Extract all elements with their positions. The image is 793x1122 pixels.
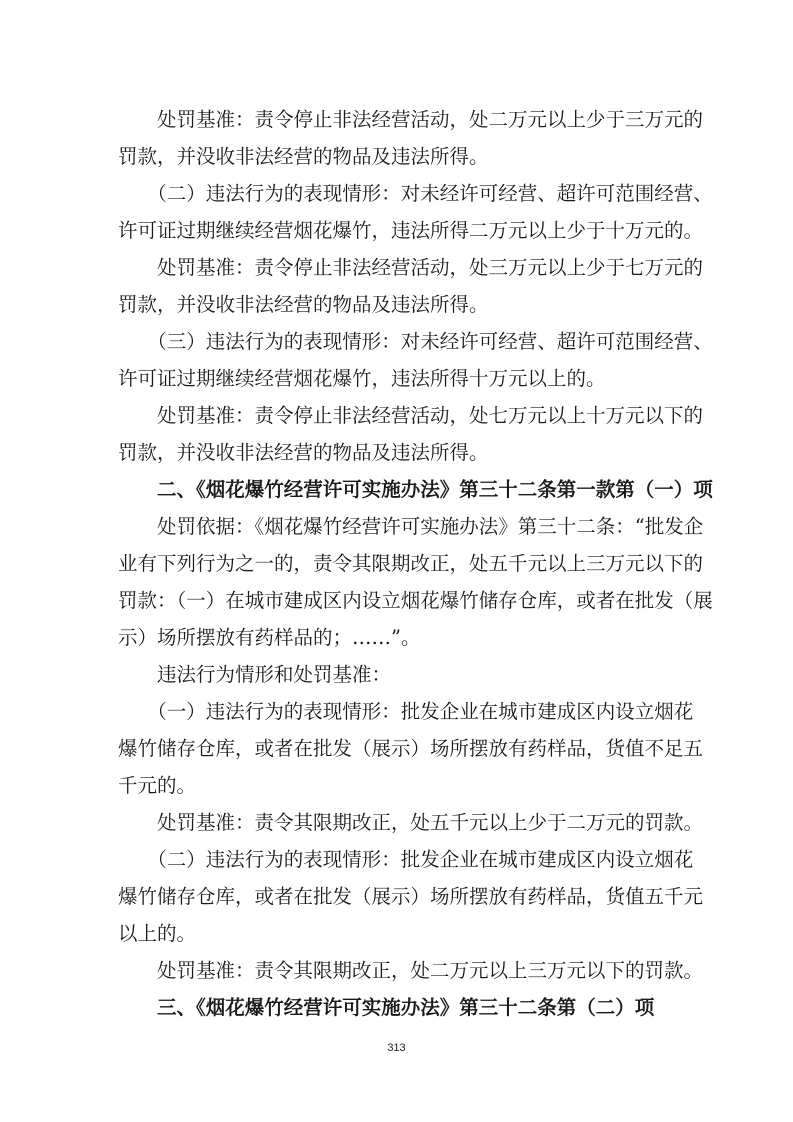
paragraph-line: 爆竹储存仓库，或者在批发（展示）场所摆放有药样品，货值五千元 — [118, 885, 704, 908]
paragraph-line: 罚款，并没收非法经营的物品及违法所得。 — [118, 441, 489, 464]
paragraph-line: 示）场所摆放有药样品的；……”。 — [118, 626, 421, 649]
section-heading: 二、《烟花爆竹经营许可实施办法》第三十二条第一款第（一）项 — [118, 478, 713, 501]
paragraph-line: 处罚基准：责令停止非法经营活动，处二万元以上少于三万元的 — [118, 108, 704, 131]
paragraph-line: 许可证过期继续经营烟花爆竹，违法所得十万元以上的。 — [118, 367, 606, 390]
paragraph-line: 爆竹储存仓库，或者在批发（展示）场所摆放有药样品，货值不足五 — [118, 737, 704, 760]
paragraph-line: （二）违法行为的表现情形：对未经许可经营、超许可范围经营、 — [118, 182, 713, 205]
paragraph-line: 业有下列行为之一的，责令其限期改正，处五千元以上三万元以下的 — [118, 552, 704, 575]
paragraph-line: 处罚基准：责令停止非法经营活动，处三万元以上少于七万元的 — [118, 256, 704, 279]
section-heading: 三、《烟花爆竹经营许可实施办法》第三十二条第（二）项 — [118, 996, 655, 1019]
paragraph-line: 罚款，并没收非法经营的物品及违法所得。 — [118, 293, 489, 316]
paragraph-line: 罚款，并没收非法经营的物品及违法所得。 — [118, 145, 489, 168]
paragraph-line: （三）违法行为的表现情形：对未经许可经营、超许可范围经营、 — [118, 330, 713, 353]
paragraph-line: 以上的。 — [118, 922, 197, 945]
paragraph-line: 处罚依据：《烟花爆竹经营许可实施办法》第三十二条：“批发企 — [118, 515, 704, 538]
page-number: 313 — [387, 1042, 406, 1054]
paragraph-line: 处罚基准：责令其限期改正，处二万元以上三万元以下的罚款。 — [118, 959, 704, 982]
paragraph-line: 千元的。 — [118, 774, 197, 797]
paragraph-line: 处罚基准：责令停止非法经营活动，处七万元以上十万元以下的 — [118, 404, 704, 427]
paragraph-line: 许可证过期继续经营烟花爆竹，违法所得二万元以上少于十万元的。 — [118, 219, 704, 242]
paragraph-line: （一）违法行为的表现情形：批发企业在城市建成区内设立烟花 — [118, 700, 694, 723]
paragraph-line: 处罚基准：责令其限期改正，处五千元以上少于二万元的罚款。 — [118, 811, 704, 834]
paragraph-line: 违法行为情形和处罚基准： — [118, 663, 392, 686]
paragraph-line: 罚款：（一）在城市建成区内设立烟花爆竹储存仓库，或者在批发（展 — [118, 589, 713, 612]
paragraph-line: （二）违法行为的表现情形：批发企业在城市建成区内设立烟花 — [118, 848, 694, 871]
